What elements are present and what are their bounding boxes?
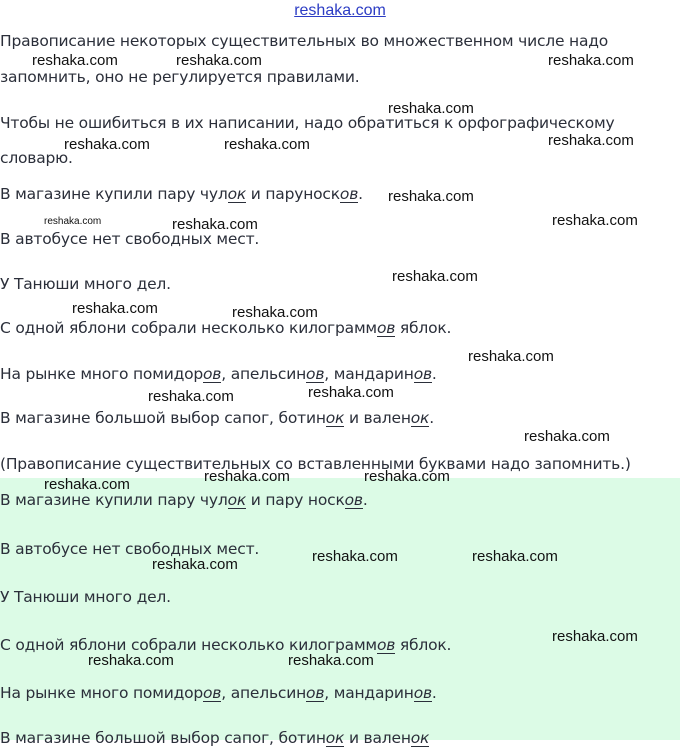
watermark: reshaka.com	[388, 188, 474, 205]
inserted-letters: ок	[325, 729, 345, 747]
watermark: reshaka.com	[308, 384, 394, 401]
advice-text-line-2: словарю.	[0, 149, 73, 167]
inserted-letters: ок	[227, 185, 247, 203]
watermark: reshaka.com	[204, 468, 290, 485]
inserted-letters: ов	[203, 365, 222, 383]
watermark: reshaka.com	[468, 348, 554, 365]
inserted-letters: ов	[376, 636, 396, 654]
answer-sentence-1: В магазине купили пару чулок и пару носков.	[0, 491, 368, 509]
watermark: reshaka.com	[472, 548, 558, 565]
rule-text-line-1: Правописание некоторых существительных во множественном числе надо	[0, 32, 609, 50]
inserted-letters: ок	[325, 409, 345, 427]
answer-sentence-2: В автобусе нет свободных мест.	[0, 540, 260, 558]
answer-sentence-4: С одной яблони собрали несколько килограммов яблок.	[0, 636, 452, 654]
advice-text-line-1: Чтобы не ошибиться в их написании, надо обратиться к орфографическому	[0, 114, 615, 132]
watermark: reshaka.com	[44, 216, 102, 227]
watermark: reshaka.com	[72, 300, 158, 317]
watermark: reshaka.com	[148, 388, 234, 405]
watermark: reshaka.com	[548, 52, 634, 69]
watermark: reshaka.com	[364, 468, 450, 485]
task-sentence-5: На рынке много помидоров, апельсинов, мандаринов.	[0, 365, 437, 383]
answer-sentence-3: У Танюши много дел.	[0, 588, 171, 606]
watermark: reshaka.com	[232, 304, 318, 321]
inserted-letters: ов	[344, 491, 363, 509]
watermark: reshaka.com	[288, 652, 374, 669]
watermark: reshaka.com	[524, 428, 610, 445]
inserted-letters: ок	[410, 729, 430, 747]
watermark: reshaka.com	[388, 100, 474, 117]
watermark: reshaka.com	[44, 476, 130, 493]
inserted-letters: ов	[306, 365, 325, 383]
task-sentence-6: В магазине большой выбор сапог, ботинок и валенок.	[0, 409, 434, 427]
inserted-letters: ов	[413, 684, 432, 702]
task-sentence-4: С одной яблони собрали несколько килограммов яблок.	[0, 319, 452, 337]
task-note: (Правописание существительных со вставленными буквами надо запомнить.)	[0, 455, 631, 473]
task-sentence-1: В магазине купили пару чулок и паруносков.	[0, 185, 363, 203]
inserted-letters: ов	[339, 185, 359, 203]
watermark: reshaka.com	[224, 136, 310, 153]
inserted-letters: ов	[306, 684, 325, 702]
watermark: reshaka.com	[64, 136, 150, 153]
watermark: reshaka.com	[88, 652, 174, 669]
answer-sentence-5: На рынке много помидоров, апельсинов, мандаринов.	[0, 684, 437, 702]
inserted-letters: ок	[410, 409, 430, 427]
watermark: reshaka.com	[552, 628, 638, 645]
watermark: reshaka.com	[152, 556, 238, 573]
watermark: reshaka.com	[548, 132, 634, 149]
inserted-letters: ов	[203, 684, 222, 702]
watermark: reshaka.com	[312, 548, 398, 565]
watermark: reshaka.com	[552, 212, 638, 229]
task-sentence-2: В автобусе нет свободных мест.	[0, 230, 260, 248]
inserted-letters: ов	[376, 319, 396, 337]
watermark: reshaka.com	[392, 268, 478, 285]
site-link[interactable]: reshaka.com	[294, 2, 386, 19]
watermark: reshaka.com	[176, 52, 262, 69]
task-sentence-3: У Танюши много дел.	[0, 275, 171, 293]
watermark: reshaka.com	[172, 216, 258, 233]
inserted-letters: ов	[413, 365, 432, 383]
answer-sentence-6: В магазине большой выбор сапог, ботинок и валенок	[0, 729, 430, 747]
inserted-letters: ок	[227, 491, 247, 509]
site-header	[0, 0, 680, 22]
rule-text-line-2: запомнить, оно не регулируется правилами.	[0, 68, 360, 86]
watermark: reshaka.com	[32, 52, 118, 69]
